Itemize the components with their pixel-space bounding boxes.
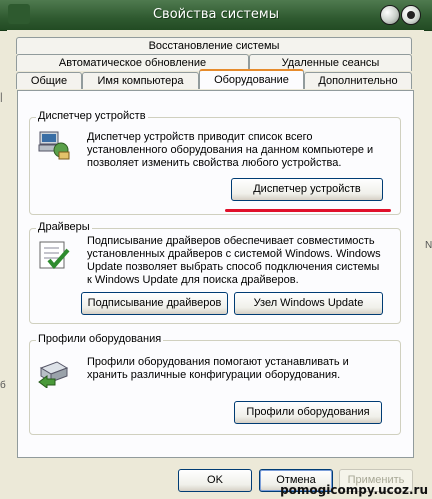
apply-button[interactable]: Применить bbox=[339, 469, 413, 492]
driver-checklist-icon bbox=[37, 238, 71, 272]
hardware-profiles-description: Профили оборудования помогают устанавливать и хранить различные конфигурации оборудования. bbox=[87, 356, 349, 381]
hardware-profile-icon bbox=[37, 354, 71, 388]
close-icon[interactable] bbox=[401, 5, 421, 25]
minimize-icon[interactable] bbox=[380, 5, 400, 25]
windows-update-button[interactable]: Узел Windows Update bbox=[234, 292, 383, 315]
window-title: Свойства системы bbox=[152, 7, 279, 22]
highlight-underline bbox=[225, 209, 391, 212]
cancel-button[interactable]: Отмена bbox=[259, 469, 333, 492]
hardware-profiles-group-label: Профили оборудования bbox=[38, 333, 162, 345]
drivers-description: Подписывание драйверов обеспечивает совместимость установленных драйверов с системой Windows. Windows Update позволяет выбрать способ подключения системы к Windows Update для поиска драйверов. bbox=[87, 235, 381, 286]
drivers-group-label: Драйверы bbox=[38, 221, 90, 233]
tab-computer-name[interactable]: Имя компьютера bbox=[82, 72, 199, 89]
tab-hardware[interactable]: Оборудование bbox=[199, 69, 304, 89]
device-manager-group-label: Диспетчер устройств bbox=[38, 110, 146, 122]
edge-mark: | bbox=[0, 92, 3, 103]
title-bar[interactable] bbox=[0, 0, 432, 31]
tab-general[interactable]: Общие bbox=[16, 72, 82, 89]
tab-remote[interactable]: Удаленные сеансы bbox=[249, 54, 412, 71]
driver-signing-button[interactable]: Подписывание драйверов bbox=[81, 292, 228, 315]
tab-automatic-updates[interactable]: Автоматическое обновление bbox=[16, 54, 249, 71]
hardware-profiles-button[interactable]: Профили оборудования bbox=[234, 401, 382, 424]
tab-system-restore[interactable]: Восстановление системы bbox=[16, 37, 412, 54]
watermark: pomogicompy.ucoz.ru bbox=[280, 483, 428, 497]
edge-mark: N bbox=[425, 240, 432, 251]
edge-mark: б bbox=[0, 380, 6, 391]
tab-advanced[interactable]: Дополнительно bbox=[304, 72, 412, 89]
ok-button[interactable]: OK bbox=[178, 469, 252, 492]
device-manager-icon bbox=[37, 128, 71, 162]
device-manager-description: Диспетчер устройств приводит список всего установленного оборудования на данном компьютере и позволяет изменить свойства любого устройства. bbox=[87, 131, 374, 169]
device-manager-button[interactable]: Диспетчер устройств bbox=[231, 178, 383, 201]
